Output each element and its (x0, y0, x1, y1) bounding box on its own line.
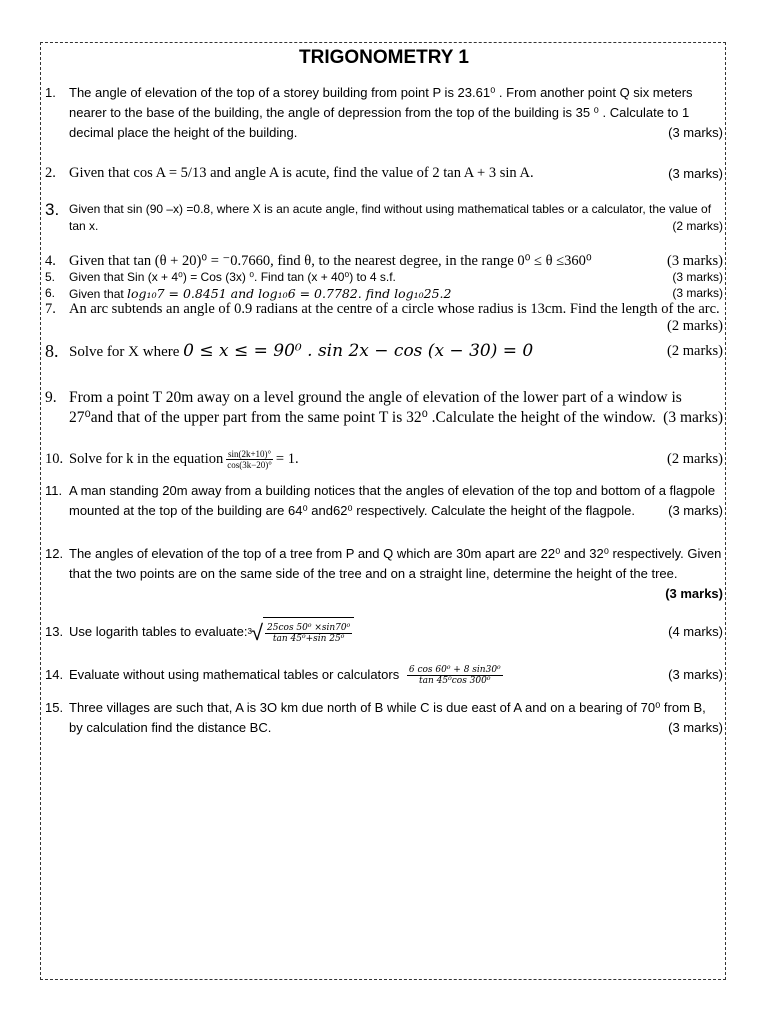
marks: (3 marks) (668, 503, 723, 518)
question-text: Given that cos A = 5/13 and angle A is acute, find the value of 2 tan A + 3 sin A. (69, 165, 534, 181)
marks: (4 marks) (668, 624, 723, 639)
question-12 (45, 544, 723, 604)
question-text: A man standing 20m away from a building notices that the angles of elevation of the top and bottom of a flagpole mounted at the top of the building are 64⁰ and62⁰ respectively. Calculate the height of the flagpole. (69, 483, 716, 518)
marks: (3 marks) (672, 286, 723, 300)
fraction (265, 623, 352, 644)
question-number: 9. (45, 389, 57, 406)
question-text: Use logarith tables to evaluate: (69, 624, 248, 639)
question-8 (45, 339, 723, 364)
marks: (3 marks) (668, 720, 723, 735)
question-text: Given that tan (θ + 20)⁰ = ⁻0.7660, find θ, to the nearest degree, in the range 0⁰ ≤ θ ≤360⁰ (69, 253, 592, 269)
marks: (3 marks) (663, 409, 723, 426)
page-frame (40, 42, 726, 980)
question-13 (45, 617, 723, 648)
question-number: 14. (45, 667, 64, 682)
fraction-denominator: tan 45⁰+sin 25⁰ (272, 634, 345, 645)
marks: (2 marks) (667, 343, 723, 359)
marks: (3 marks) (668, 667, 723, 682)
fraction-denominator: tan 45⁰cos 300⁰ (419, 676, 491, 687)
question-number: 13. (45, 624, 64, 639)
question-text-end: = 1. (275, 451, 299, 467)
question-number: 3. (45, 200, 60, 219)
marks: (3 marks) (665, 586, 723, 601)
marks: (3 marks) (672, 270, 723, 284)
fraction-numerator: 25cos 50⁰ ×sin70⁰ (267, 623, 351, 634)
question-text: Evaluate without using mathematical tables or calculators (69, 667, 400, 682)
question-text: Three villages are such that, A is 3O km due north of B while C is due east of A and on a bearing of 70⁰ from B, by calculation find the distance BC. (69, 700, 706, 735)
question-number: 10. (45, 451, 64, 467)
question-15 (45, 698, 723, 738)
marks: (2 marks) (667, 451, 723, 467)
question-text: Given that (69, 287, 128, 301)
radical-sign: √ (250, 619, 264, 645)
question-number: 11. (45, 483, 63, 498)
fraction-numerator: sin(2k+10)° (227, 449, 272, 460)
question-11 (45, 481, 723, 521)
marks: (3 marks) (667, 253, 723, 269)
question-text: The angles of elevation of the top of a tree from P and Q which are 30m apart are 22⁰ and 32⁰ respectively. Given that the two points are on the same side of the tree and on a straight line, determine the height of the tree. (69, 546, 722, 581)
marks: (2 marks) (667, 318, 723, 334)
question-number: 7. (45, 301, 56, 317)
question-number: 15. (45, 700, 64, 715)
question-math: 0 ≤ x ≤ = 90⁰ . sin 2x − cos (x − 30) = 0 (183, 341, 534, 361)
marks: (2 marks) (672, 219, 723, 233)
question-9 (45, 388, 723, 428)
question-number: 5. (45, 270, 56, 284)
question-3 (45, 201, 723, 235)
page-title: TRIGONOMETRY 1 (299, 47, 469, 68)
question-text: Given that sin (90 –x) =0.8, where X is an acute angle, find without using mathematical tables or a calculator, the value of tan x. (69, 202, 712, 233)
question-number: 8. (45, 341, 59, 361)
question-number: 6. (45, 286, 56, 300)
fraction (225, 449, 274, 470)
question-5 (45, 269, 723, 286)
cube-root (248, 617, 355, 648)
question-text: Solve for k in the equation (69, 451, 224, 467)
question-number: 2. (45, 165, 56, 181)
question-number: 4. (45, 253, 56, 269)
root-index: 3 (247, 627, 252, 637)
question-text: The angle of elevation of the top of a storey building from point P is 23.61⁰ . From another point Q six meters nearer to the base of the building, the angle of depression from the top of the building is 35 ⁰ . Calculate to 1 decimal place the height of the building. (69, 85, 693, 140)
fraction-denominator: cos(3k−20)° (227, 460, 272, 471)
question-text: From a point T 20m away on a level ground the angle of elevation of the lower part of a window is 27⁰and that of the upper part from the same point T is 32⁰ .Calculate the height of the window. (69, 389, 682, 426)
question-10 (45, 447, 723, 471)
marks: (3 marks) (668, 125, 723, 140)
question-1 (45, 83, 723, 143)
question-text: Given that Sin (x + 4⁰) = Cos (3x) ⁰. Find tan (x + 40⁰) to 4 s.f. (69, 270, 396, 284)
question-math: log₁₀7 = 0.8451 and log₁₀6 = 0.7782. find log₁₀25.2 (127, 286, 452, 301)
fraction (407, 665, 503, 686)
question-14 (45, 660, 723, 690)
marks: (3 marks) (668, 166, 723, 181)
question-number: 12. (45, 546, 64, 561)
fraction-numerator: 6 cos 60⁰ + 8 sin30⁰ (408, 665, 501, 676)
question-number: 1. (45, 85, 56, 100)
question-text: An arc subtends an angle of 0.9 radians at the centre of a circle whose radius is 13cm. Find the length of the arc. (69, 301, 720, 317)
question-text: Solve for X where (69, 344, 184, 360)
question-7 (45, 301, 723, 335)
question-2 (45, 164, 723, 183)
